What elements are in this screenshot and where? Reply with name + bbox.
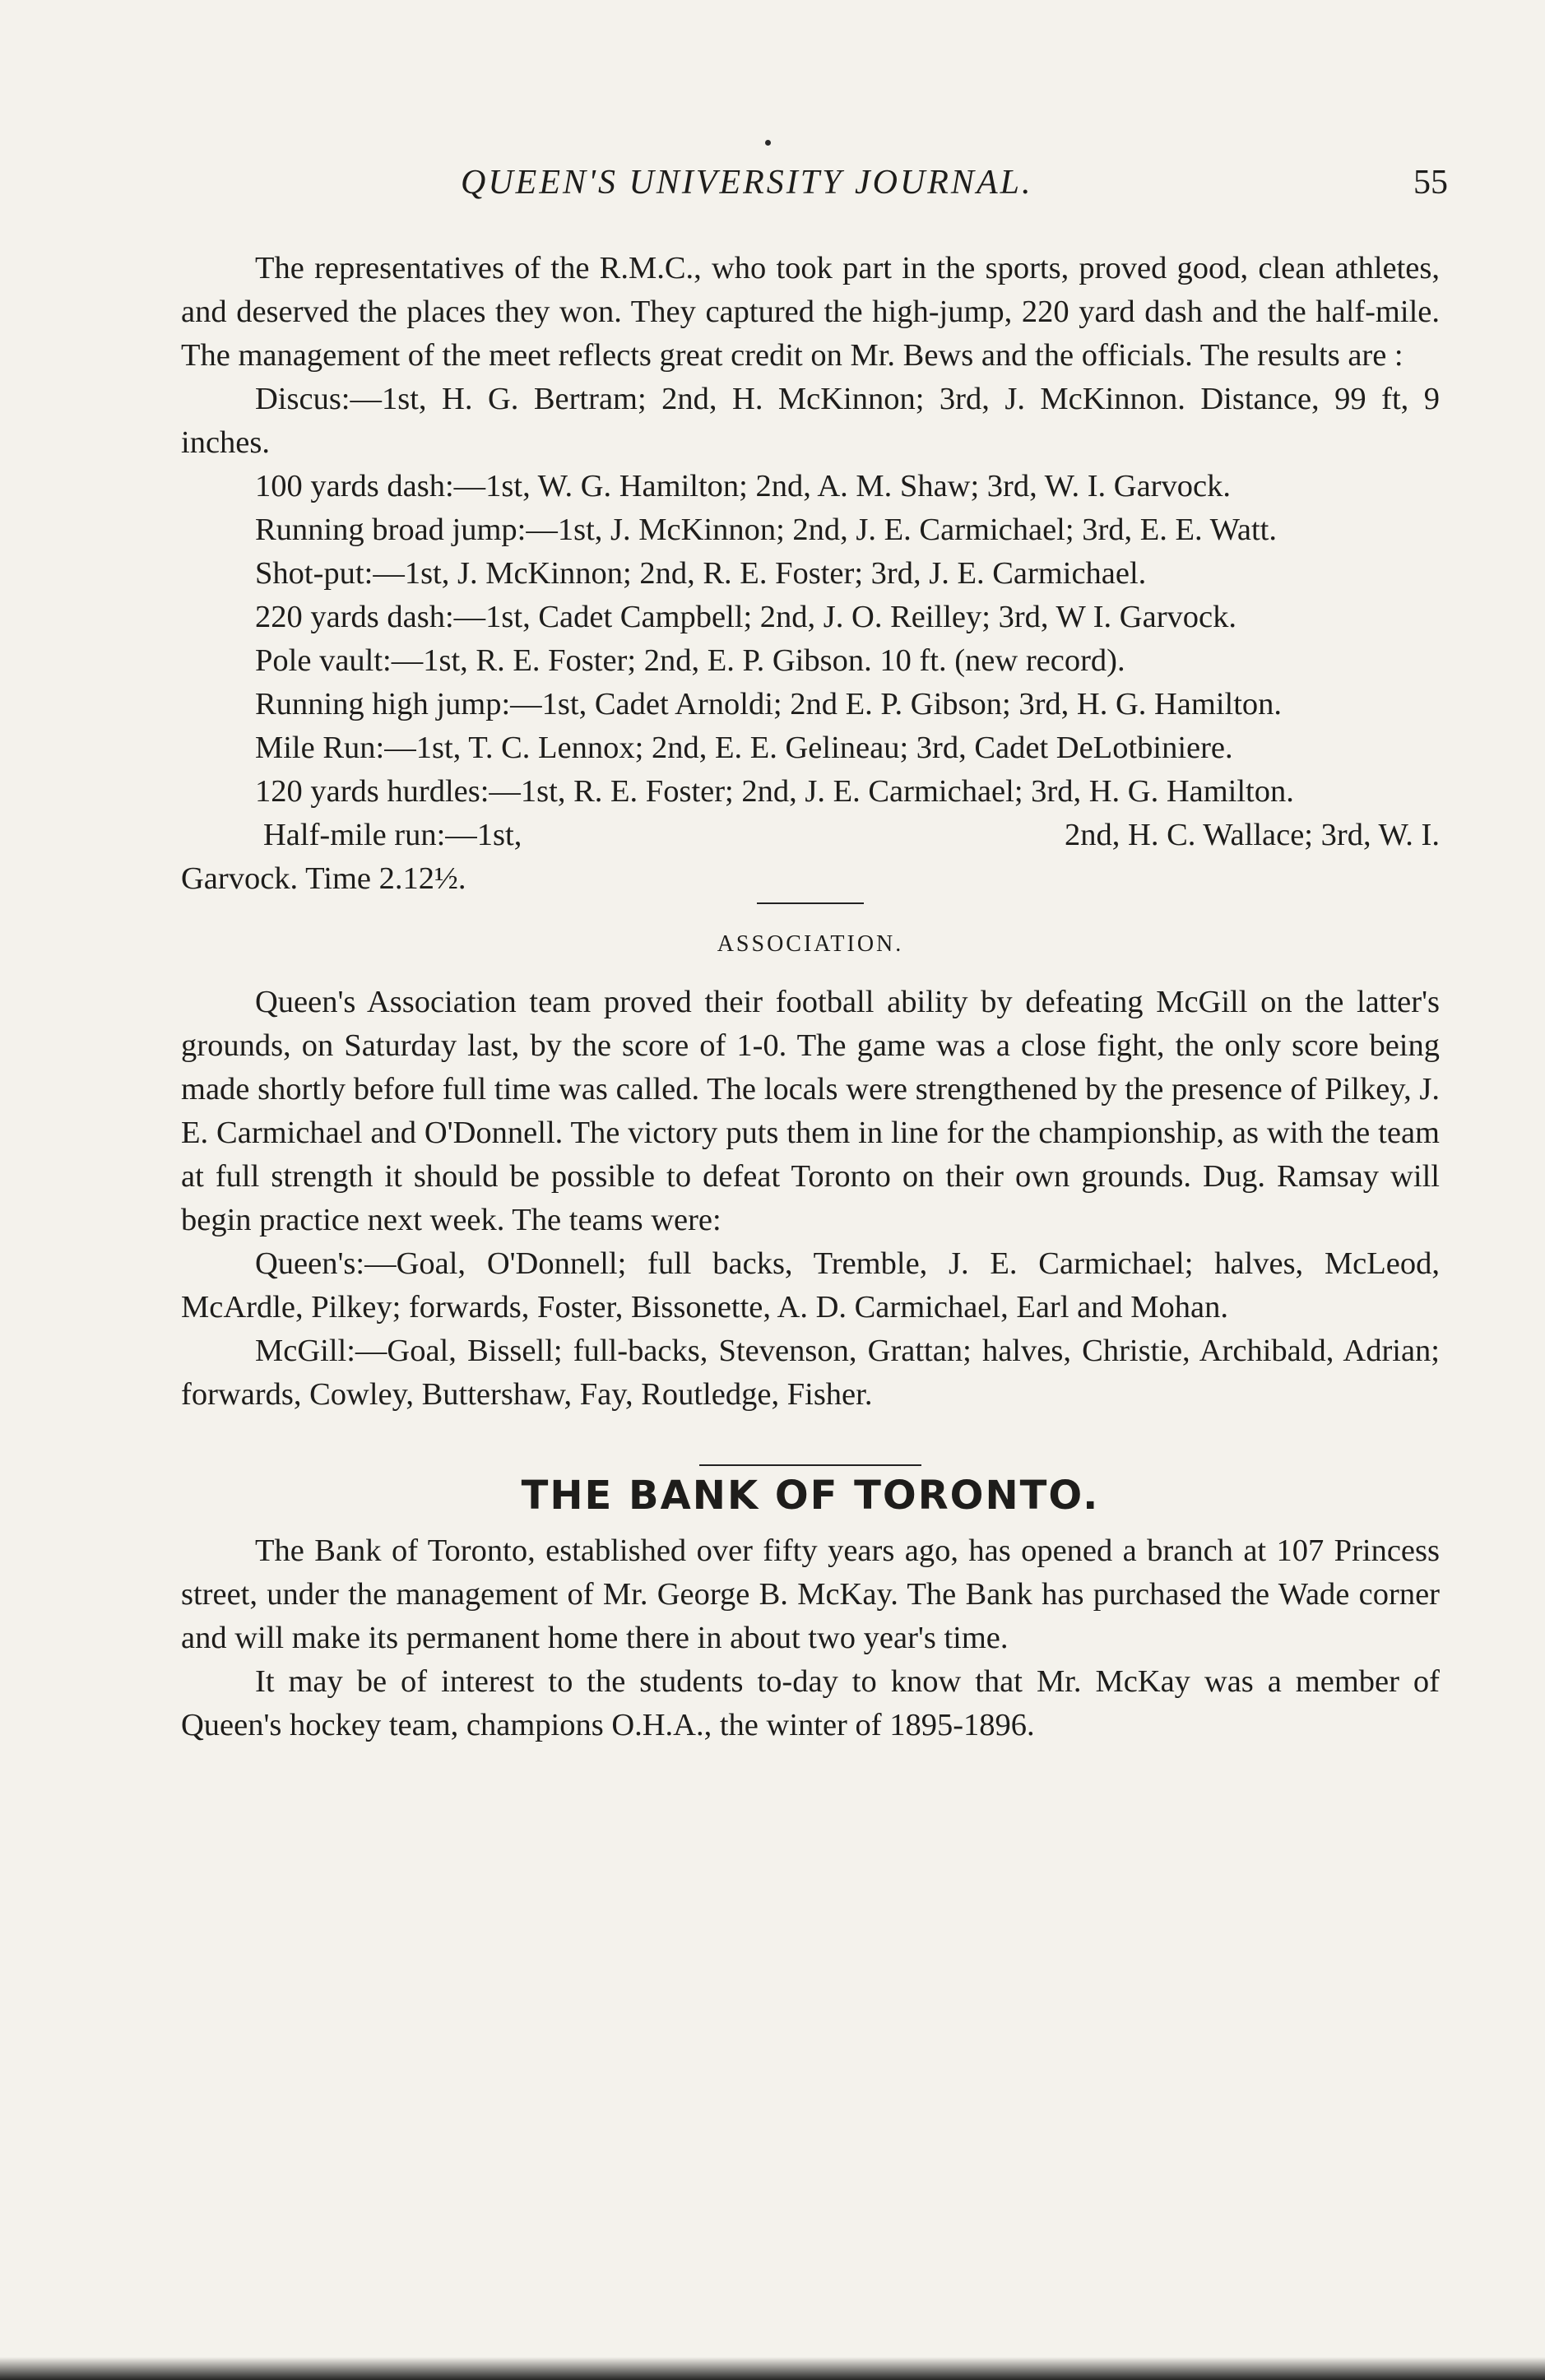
result-mile-run: Mile Run:—1st, T. C. Lennox; 2nd, E. E. Gelineau; 3rd, Cadet DeLotbiniere. — [255, 731, 1233, 765]
bank-paragraph-1: The Bank of Toronto, established over fifty years ago, has opened a branch at 107 Princess street, under the management of Mr. George B. McKay. The Bank has purchased the Wade corner and will make its permanent home there in about two year's time. — [181, 1533, 1440, 1655]
result-hurdles: 120 yards hurdles:—1st, R. E. Foster; 2nd, J. E. Carmichael; 3rd, H. G. Hamilton. — [255, 774, 1294, 809]
journal-title: QUEEN'S UNIVERSITY JOURNAL. — [461, 164, 1033, 202]
half-mile-time: Garvock. Time 2.12½. — [181, 861, 466, 896]
text-column — [181, 247, 1440, 1747]
result-100-yards: 100 yards dash:—1st, W. G. Hamilton; 2nd, A. M. Shaw; 3rd, W. I. Garvock. — [255, 469, 1231, 503]
page-number: 55 — [1413, 164, 1448, 202]
running-head — [181, 156, 1448, 214]
result-broad-jump: Running broad jump:—1st, J. McKinnon; 2nd, J. E. Carmichael; 3rd, E. E. Watt. — [255, 513, 1277, 547]
result-discus: Discus:—1st, H. G. Bertram; 2nd, H. McKinnon; 3rd, J. McKinnon. Distance, 99 ft, 9 inches. — [181, 382, 1440, 460]
result-220-yards: 220 yards dash:—1st, Cadet Campbell; 2nd, J. O. Reilley; 3rd, W I. Garvock. — [255, 600, 1236, 634]
association-heading: ASSOCIATION. — [717, 931, 904, 957]
intro-paragraph: The representatives of the R.M.C., who took part in the sports, proved good, clean athletes, and deserved the places they won. They captured the high-jump, 220 yard dash and the half-mile. The management of the meet reflects great credit on Mr. Bews and the officials. The results are : — [181, 251, 1440, 373]
bank-paragraph-2: It may be of interest to the students to-day to know that Mr. McKay was a member of Queen's hockey team, champions O.H.A., the winter of 1895-1896. — [181, 1664, 1440, 1742]
result-pole-vault: Pole vault:—1st, R. E. Foster; 2nd, E. P. Gibson. 10 ft. (new record). — [255, 643, 1125, 678]
result-shot-put: Shot-put:—1st, J. McKinnon; 2nd, R. E. Foster; 3rd, J. E. Carmichael. — [255, 556, 1147, 591]
section-divider — [757, 902, 864, 904]
half-mile-others: 2nd, H. C. Wallace; 3rd, W. I. — [1065, 818, 1440, 852]
result-half-mile — [181, 814, 1440, 857]
result-high-jump: Running high jump:—1st, Cadet Arnoldi; 2nd E. P. Gibson; 3rd, H. G. Hamilton. — [255, 687, 1283, 721]
association-report: Queen's Association team proved their football ability by defeating McGill on the latter's grounds, on Saturday last, by the score of 1-0. The game was a close fight, the only score being made shortly before full time was called. The locals were strengthened by the presence of Pilkey, J. E. Carmichael and O'Donnell. The victory puts them in line for the championship, as with the team at full strength it should be possible to defeat Toronto on their own grounds. Dug. Ramsay will begin practice next week. The teams were: — [181, 985, 1440, 1237]
queens-lineup: Queen's:—Goal, O'Donnell; full backs, Tremble, J. E. Carmichael; halves, McLeod, McArdle, Pilkey; forwards, Foster, Bissonette, A. D. Carmichael, Earl and Mohan. — [181, 1246, 1440, 1325]
half-mile-first: Half-mile run:—1st, — [263, 818, 522, 852]
page-dot — [765, 140, 771, 146]
bank-heading: THE BANK OF TORONTO. — [521, 1473, 1100, 1519]
page-bottom-edge — [0, 2357, 1545, 2380]
article-divider — [699, 1464, 921, 1466]
mcgill-lineup: McGill:—Goal, Bissell; full-backs, Stevenson, Grattan; halves, Christie, Archibald, Adrian; forwards, Cowley, Buttershaw, Fay, Routledge, Fisher. — [181, 1334, 1440, 1412]
